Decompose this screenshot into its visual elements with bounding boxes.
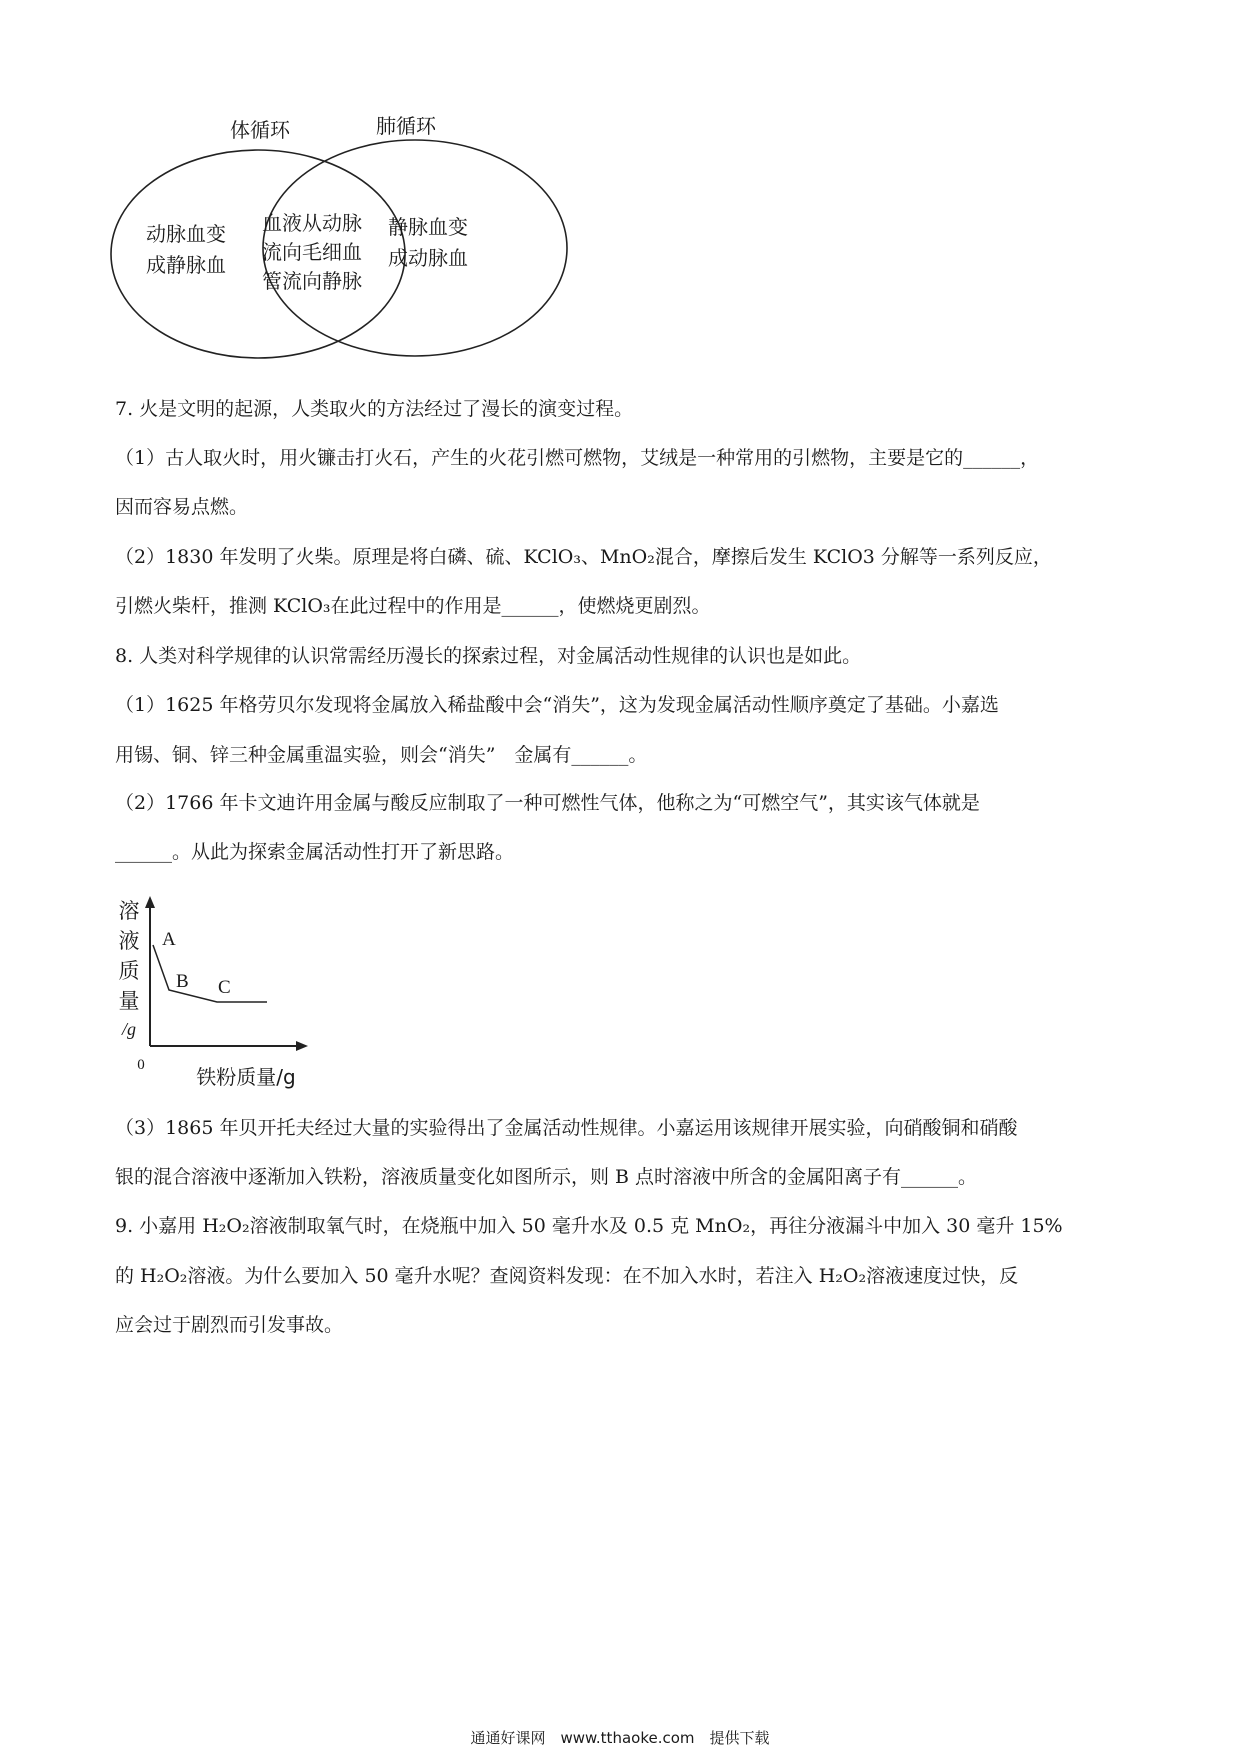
graph-y-unit: /g [121, 1019, 137, 1039]
solution-mass-graph [110, 888, 330, 1093]
question-8-part-3-line-1: （3）1865 年贝开托夫经过大量的实验得出了金属活动性规律。小嘉运用该规律开展实验，向硝酸铜和硝酸 [115, 1117, 1018, 1139]
question-7-stem: 7. 火是文明的起源，人类取火的方法经过了漫长的演变过程。 [115, 398, 634, 420]
page-footer: 通通好课网 www.tthaoke.com 提供下载 [470, 1729, 770, 1747]
question-8-part-1-line-2: 用锡、铜、锌三种金属重温实验，则会“消失” 金属有______。 [115, 744, 648, 766]
graph-ylabel-char-3: 质 [118, 959, 140, 983]
graph-y-arrow [145, 896, 155, 908]
graph-ylabel-char-4: 量 [118, 989, 140, 1013]
graph-point-a: A [162, 929, 176, 950]
graph-x-arrow [296, 1041, 308, 1051]
venn-center-line-2: 流向毛细血 [262, 240, 362, 264]
graph-point-b: B [176, 971, 189, 992]
venn-right-title: 肺循环 [376, 114, 436, 138]
graph-origin: 0 [137, 1057, 145, 1073]
graph-point-c: C [218, 977, 231, 998]
question-7-part-2-line-2: 引燃火柴杆，推测 KClO₃在此过程中的作用是______，使燃烧更剧烈。 [115, 595, 711, 617]
question-7-part-2-line-1: （2）1830 年发明了火柴。原理是将白磷、硫、KClO₃、MnO₂混合，摩擦后发生 KClO3 分解等一系列反应， [115, 546, 1052, 568]
venn-right-line-1: 静脉血变 [388, 215, 468, 239]
venn-left-line-1: 动脉血变 [146, 222, 226, 246]
question-9-line-1: 9. 小嘉用 H₂O₂溶液制取氧气时，在烧瓶中加入 50 毫升水及 0.5 克 MnO₂，再往分液漏斗中加入 30 毫升 15% [115, 1215, 1063, 1237]
question-8-part-3-line-2: 银的混合溶液中逐渐加入铁粉，溶液质量变化如图所示，则 B 点时溶液中所含的金属阳离子有______。 [115, 1166, 978, 1188]
question-7-part-1-line-2: 因而容易点燃。 [115, 496, 249, 518]
question-7-part-1-line-1: （1）古人取火时，用火镰击打火石，产生的火花引燃可燃物，艾绒是一种常用的引燃物，主要是它的______， [115, 447, 1040, 469]
graph-ylabel-char-2: 液 [118, 929, 140, 953]
venn-left-title: 体循环 [230, 118, 290, 142]
venn-left-line-2: 成静脉血 [146, 253, 226, 277]
venn-diagram [110, 110, 590, 370]
venn-right-line-2: 成动脉血 [388, 246, 468, 270]
question-9-line-3: 应会过于剧烈而引发事故。 [115, 1314, 344, 1336]
question-8-stem: 8. 人类对科学规律的认识常需经历漫长的探索过程，对金属活动性规律的认识也是如此。 [115, 645, 862, 667]
venn-center-line-1: 血液从动脉 [262, 211, 362, 235]
graph-ylabel-char-1: 溶 [118, 899, 140, 923]
question-8-part-2-line-2: ______。从此为探索金属活动性打开了新思路。 [115, 841, 515, 863]
question-9-line-2: 的 H₂O₂溶液。为什么要加入 50 毫升水呢？查阅资料发现：在不加入水时，若注入 H₂O₂溶液速度过快，反 [115, 1265, 1019, 1287]
question-8-part-1-line-1: （1）1625 年格劳贝尔发现将金属放入稀盐酸中会“消失”，这为发现金属活动性顺序奠定了基础。小嘉选 [115, 694, 999, 716]
graph-xlabel: 铁粉质量/g [196, 1065, 296, 1089]
venn-center-line-3: 管流向静脉 [262, 269, 362, 293]
graph-curve [153, 945, 267, 1002]
question-8-part-2-line-1: （2）1766 年卡文迪许用金属与酸反应制取了一种可燃性气体，他称之为“可燃空气”，其实该气体就是 [115, 792, 980, 814]
